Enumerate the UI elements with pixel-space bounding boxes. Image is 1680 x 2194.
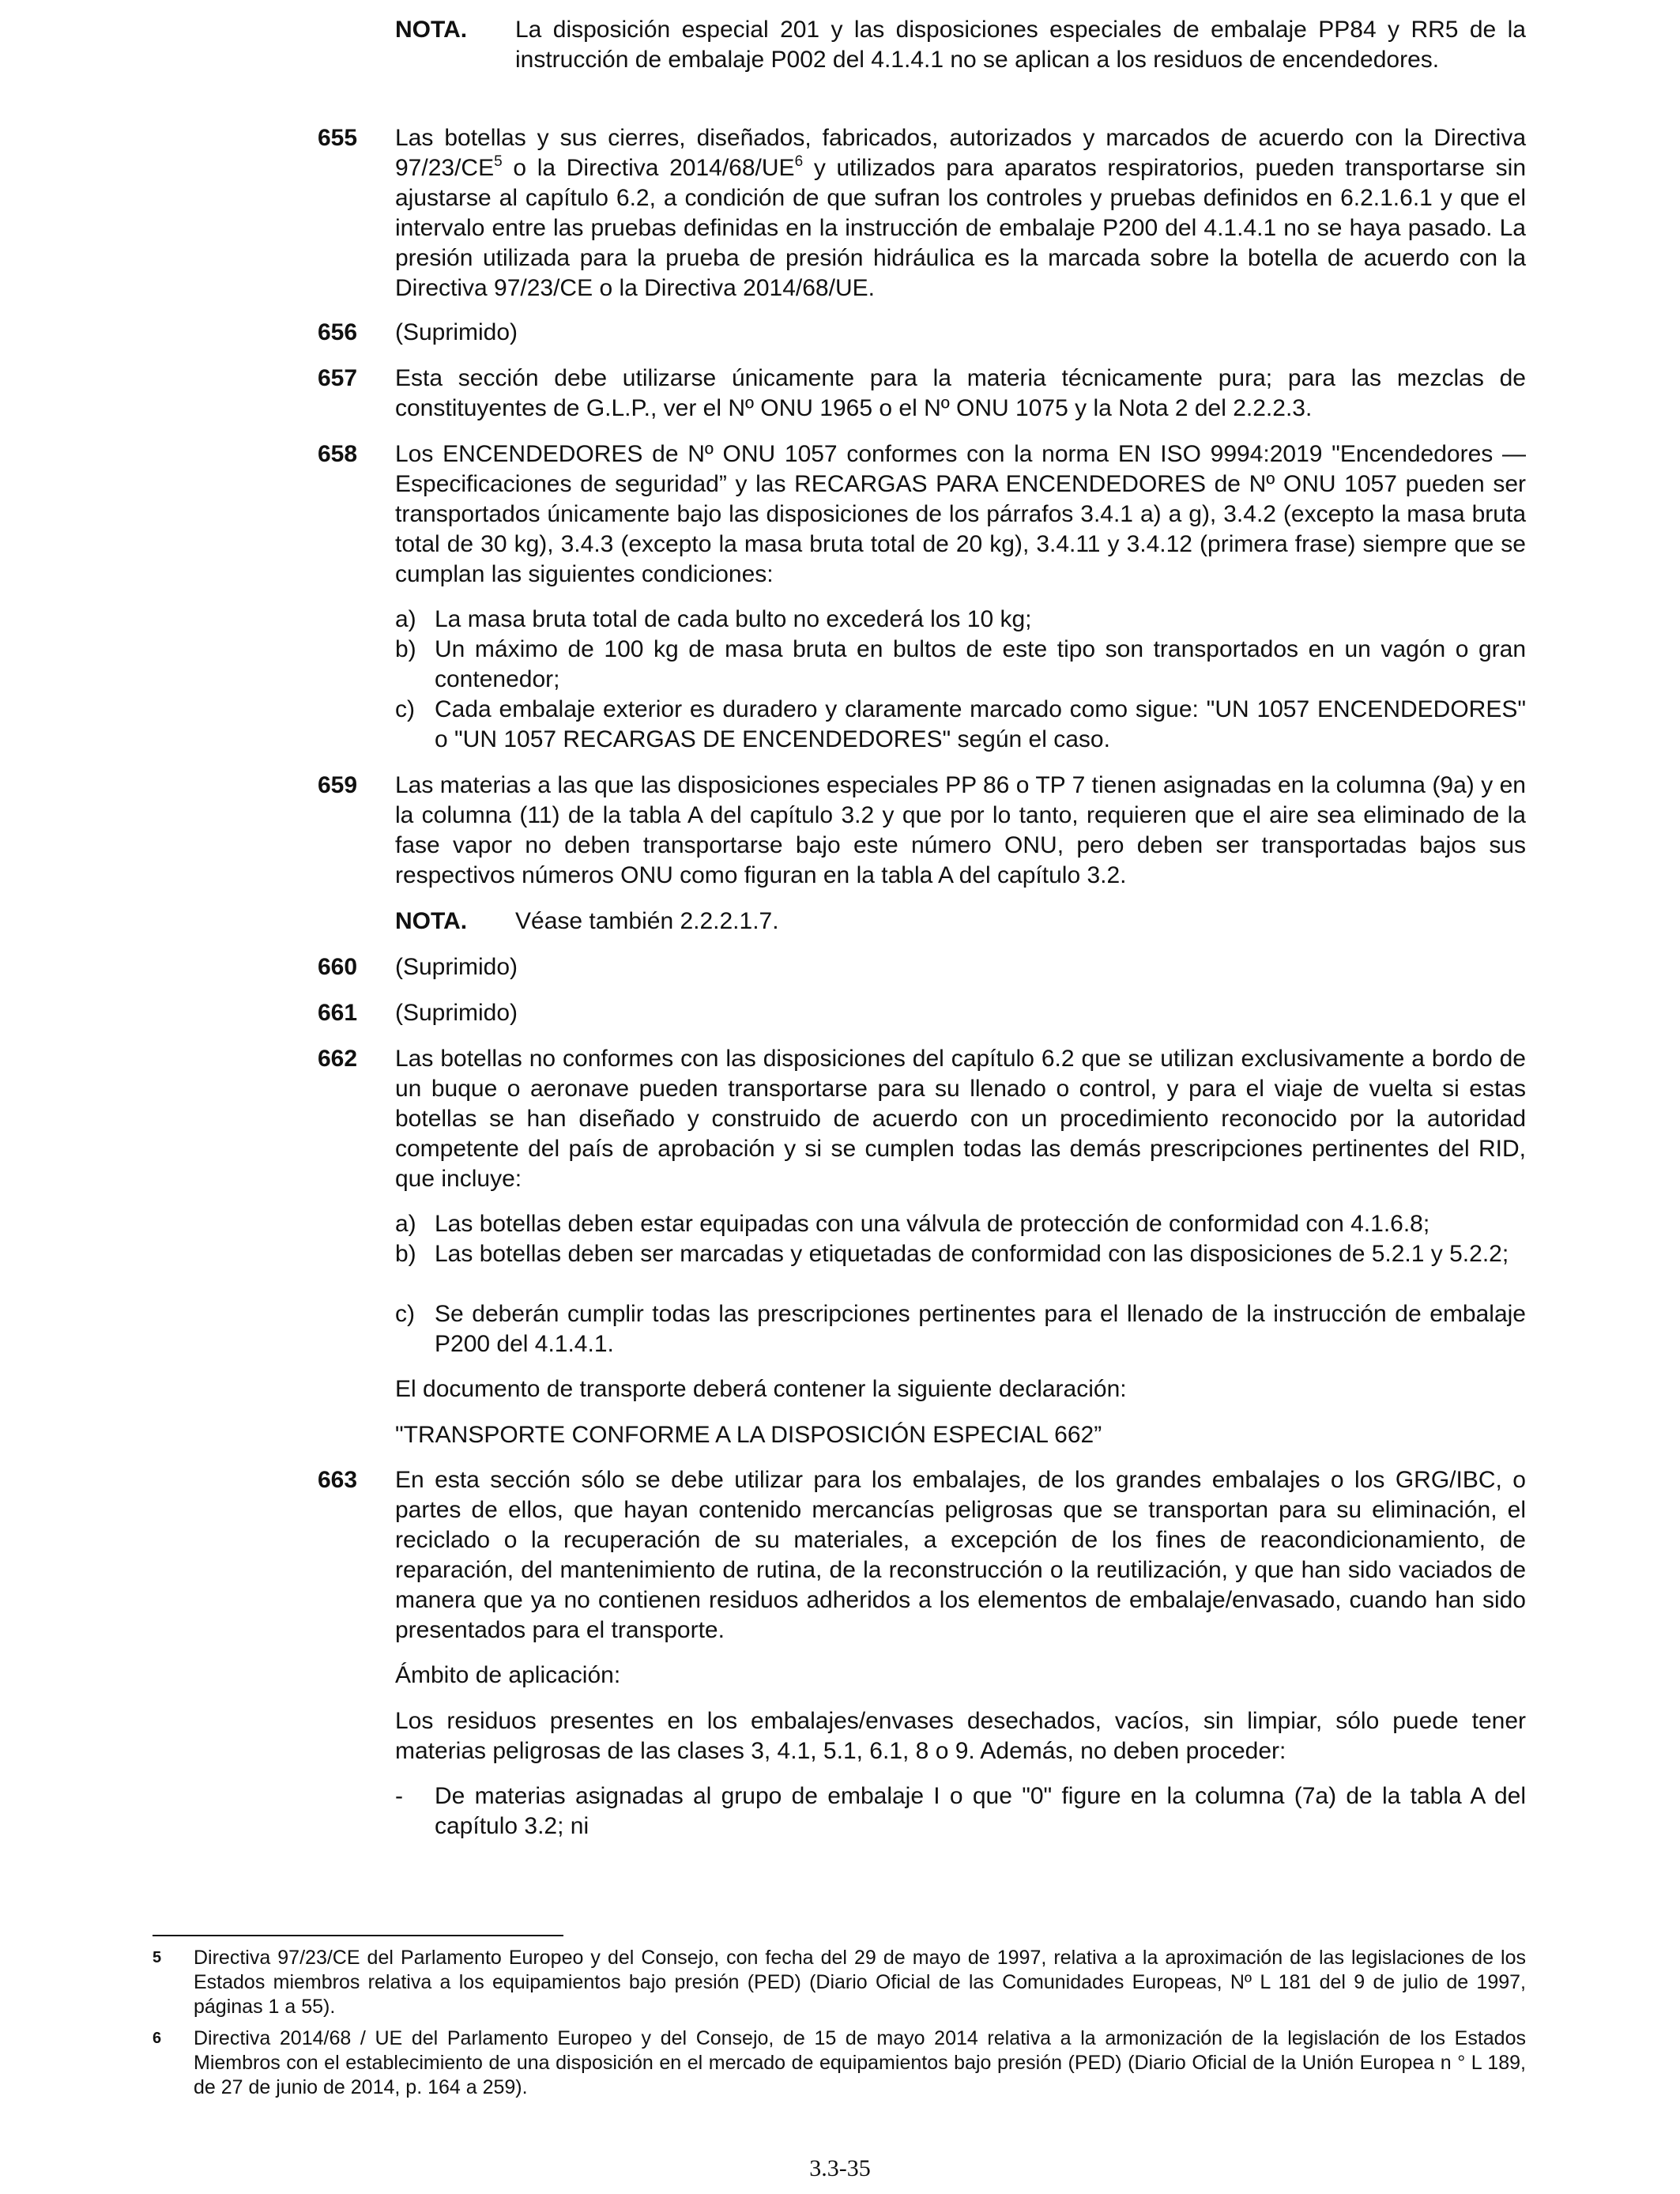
provision-text: Esta sección debe utilizarse únicamente para la materia técnicamente pura; para las mezclas de constituyentes de G.L.P., ver el Nº ONU 1965 o el Nº ONU 1075 y la Nota 2 del 2.2.2.3.	[395, 365, 1526, 421]
footnote-mark: 5	[153, 1949, 162, 1966]
footnote-text: Directiva 2014/68 / UE del Parlamento Europeo y del Consejo, de 15 de mayo 2014 relativa a la armonización de la legislación de los Estados Miembros con el establecimiento de una disposición en el mercado de equipamientos bajo presión (PED) (Diario Oficial de la Unión Europea n ° L 189, de 27 de junio de 2014, p. 164 a 259).	[194, 2027, 1526, 2098]
provision-number: 663	[318, 1467, 358, 1493]
footnote-ref-5: 5	[494, 153, 503, 170]
provision-number: 656	[318, 319, 358, 345]
nota-text: La disposición especial 201 y las disposiciones especiales de embalaje PP84 y RR5 de la instrucción de embalaje P002 del 4.1.4.1 no se aplican a los residuos de encendedores.	[515, 17, 1526, 73]
provision-number: 657	[318, 365, 358, 391]
nota-label: NOTA.	[395, 17, 468, 43]
nota-top	[395, 15, 1526, 107]
provision-text: (Suprimido)	[395, 1000, 518, 1026]
page-number: 3.3-35	[809, 2155, 871, 2181]
provision-text: (Suprimido)	[395, 954, 518, 980]
nota-label: NOTA.	[395, 908, 468, 934]
provision-text: Las botellas y sus cierres, diseñados, fabricados, autorizados y marcados de acuerdo con la Directiva $97/23/CE^5$ o la Directiva $2014/68/UE^6$ y utilizados para aparatos respiratorios, pueden transportarse sin ajustarse al capítulo 6.2, a condición de que sufran los controles y pruebas definidos en 6.2.1.6.1 y que el intervalo entre las pruebas definidas en la instrucción de embalaje P200 del 4.1.4.1 no se haya pasado. La presión utilizada para la prueba de presión hidráulica es la marcada sobre la botella de acuerdo con la Directiva 97/23/CE o la Directiva 2014/68/UE.	[395, 125, 1527, 301]
provision-text: En esta sección sólo se debe utilizar para los embalajes, de los grandes embalajes o los GRG/IBC, o partes de ellos, que hayan contenido mercancías peligrosas que se transportan para su eliminación, el reciclado o la recuperación de su materiales, a excepción de los fines de reacondicionamiento, de reparación, del mantenimiento de rutina, de la reconstrucción o la reutilización, y que han sido vaciados de manera que ya no contienen residuos adheridos a los elementos de embalaje/envasado, cuando han sido presentados para el transporte.	[395, 1467, 1526, 1643]
section-heading: Ámbito de aplicación:	[395, 1662, 621, 1688]
provision-number: 662	[318, 1046, 358, 1072]
provision-number: 661	[318, 1000, 358, 1026]
provision-text: Las botellas no conformes con las disposiciones del capítulo 6.2 que se utilizan exclusivamente a bordo de un buque o aeronave pueden transportarse para su llenado o control, y para el viaje de vuelta si estas botellas se han diseñado y construido de acuerdo con un procedimiento reconocido por la autoridad competente del país de aprobación y si se cumplen todas las demás prescripciones pertinentes del RID, que incluye:	[395, 1046, 1526, 1192]
declaration-text: "TRANSPORTE CONFORME A LA DISPOSICIÓN ESPECIAL 662”	[395, 1422, 1102, 1448]
document-page: NOTA. La disposición especial 201 y las disposiciones especiales de embalaje PP84 y RR5 de la instrucción de embalaje P002 del 4.1.4.1 no se aplican a los residuos de encendedores. 655 Las botellas y sus cierres, diseñados, fabricados, autorizados y marcados de acuerdo con la Directiva $97/23/CE^5$ o la Directiva $2014/68/UE^6$ y utilizados para aparatos respiratorios, pueden transportarse sin ajustarse al capítulo 6.2, a condición de que sufran los controles y pruebas definidos en 6.2.1.6.1 y que el intervalo entre las pruebas definidas en la instrucción de embalaje P200 del 4.1.4.1 no se haya pasado. La presión utilizada para la prueba de presión hidráulica es la marcada sobre la botella de acuerdo con la Directiva 97/23/CE o la Directiva 2014/68/UE. 656 (Suprimido) 657 Esta sección debe utilizarse únicamente para la materia técnicamente pura; para las mezclas de constituyentes de G.L.P., ver el Nº ONU 1965 o el Nº ONU 1075 y la Nota 2 del 2.2.2.3. 658 Los ENCENDEDORES de Nº ONU 1057 conformes con la norma EN ISO 9994:2019 "Encendedores — Especificaciones de seguridad” y las RECARGAS PARA ENCENDEDORES de Nº ONU 1057 pueden ser transportados únicamente bajo las disposiciones de los párrafos 3.4.1 a) a g), 3.4.2 (excepto la masa bruta total de 30 kg), 3.4.3 (excepto la masa bruta total de 20 kg), 3.4.11 y 3.4.12 (primera frase) siempre que se cumplan las siguientes condiciones: a) La masa bruta total de cada bulto no excederá los 10 kg; b) Un máximo de 100 kg de masa bruta en bultos de este tipo son transportados en un vagón o gran contenedor; c) Cada embalaje exterior es duradero y claramente marcado como sigue: "UN 1057 ENCENDEDORES" o "UN 1057 RECARGAS DE ENCENDEDORES" según el caso. 659 Las materias a las que las disposiciones especiales PP 86 o TP 7 tienen asignadas en la columna (9a) y en la columna (11) de la tabla A del capítulo 3.2 y que por lo tanto, requieren que el aire sea eliminado de la fase vapor no deben transportarse bajo este número ONU, pero deben ser transportadas bajos sus respectivos números ONU como figuran en la tabla A del capítulo 3.2. NOTA. Véase también 2.2.2.1.7. 660 (Suprimido) 661 (Suprimido) 662 Las botellas no conformes con las disposiciones del capítulo 6.2 que se utilizan exclusivamente a bordo de un buque o aeronave pueden transportarse para su llenado o control, y para el viaje de vuelta si estas botellas se han diseñado y construido de acuerdo con un procedimiento reconocido por la autoridad competente del país de aprobación y si se cumplen todas las demás prescripciones pertinentes del RID, que incluye: a) Las botellas deben estar equipadas con una válvula de protección de conformidad con 4.1.6.8; b) Las botellas deben ser marcadas y etiquetadas de conformidad con las disposiciones de 5.2.1 y 5.2.2; c) Se deberán cumplir todas las prescripciones pertinentes para el llenado de la instrucción de embalaje P200 del 4.1.4.1. El documento de transporte deberá contener la siguiente declaración: "TRANSPORTE CONFORME A LA DISPOSICIÓN ESPECIAL 662” 663 En esta sección sólo se debe utilizar para los embalajes, de los grandes embalajes o los GRG/IBC, o partes de ellos, que hayan contenido mercancías peligrosas que se transportan para su eliminación, el reciclado o la recuperación de su materiales, a excepción de los fines de reacondicionamiento, de reparación, del mantenimiento de rutina, de la reconstrucción o la reutilización, y que han sido vaciados de manera que ya no contienen residuos adheridos a los elementos de embalaje/envasado, cuando han sido presentados para el transporte. Ámbito de aplicación: Los residuos presentes en los embalajes/envases desechados, vacíos, sin limpiar, sólo puede tener materias peligrosas de las clases 3, 4.1, 5.1, 6.1, 8 o 9. Además, no deben proceder: - De materias asignadas al grupo de embalaje I o que "0" figure en la columna (7a) de la tabla A del capítulo 3.2; ni 5 Directiva 97/23/CE del Parlamento Europeo y del Consejo, con fecha del 29 de mayo de 1997, relativa a la aproximación de las legislaciones de los Estados miembros relativa a los equipamientos bajo presión (PED) (Diario Oficial de las Comunidades Europeas, Nº L 181 del 9 de julio de 1997, páginas 1 a 55). 6 Directiva 2014/68 / UE del Parlamento Europeo y del Consejo, de 15 de mayo 2014 relativa a la armonización de la legislación de los Estados Miembros con el establecimiento de una disposición en el mercado de equipamientos bajo presión (PED) (Diario Oficial de la Unión Europea n ° L 189, de 27 de junio de 2014, p. 164 a 259). 3.3-35	[0, 0, 1680, 2194]
provision-text: Los ENCENDEDORES de Nº ONU 1057 conformes con la norma EN ISO 9994:2019 "Encendedores — Especificaciones de seguridad” y las RECARGAS PARA ENCENDEDORES de Nº ONU 1057 pueden ser transportados únicamente bajo las disposiciones de los párrafos 3.4.1 a) a g), 3.4.2 (excepto la masa bruta total de 30 kg), 3.4.3 (excepto la masa bruta total de 20 kg), 3.4.11 y 3.4.12 (primera frase) siempre que se cumplan las siguientes condiciones:	[395, 441, 1526, 587]
provision-number: 660	[318, 954, 358, 980]
nota-659	[395, 907, 1526, 937]
footnote-mark: 6	[153, 2030, 162, 2047]
footnote-text: Directiva 97/23/CE del Parlamento Europeo y del Consejo, con fecha del 29 de mayo de 1997, relativa a la aproximación de las legislaciones de los Estados miembros relativa a los equipamientos bajo presión (PED) (Diario Oficial de las Comunidades Europeas, Nº L 181 del 9 de julio de 1997, páginas 1 a 55).	[194, 1947, 1526, 2018]
provision-text: (Suprimido)	[395, 319, 518, 345]
footnote-separator	[153, 1935, 563, 1936]
provision-number: 659	[318, 772, 358, 798]
provision-text: Las materias a las que las disposiciones especiales PP 86 o TP 7 tienen asignadas en la columna (9a) y en la columna (11) de la tabla A del capítulo 3.2 y que por lo tanto, requieren que el aire sea eliminado de la fase vapor no deben transportarse bajo este número ONU, pero deben ser transportadas bajos sus respectivos números ONU como figuran en la tabla A del capítulo 3.2.	[395, 772, 1526, 888]
provision-number: 658	[318, 441, 358, 467]
nota-text: Véase también 2.2.2.1.7.	[515, 908, 779, 934]
provision-number: 655	[318, 125, 358, 151]
paragraph: Los residuos presentes en los embalajes/envases desechados, vacíos, sin limpiar, sólo puede tener materias peligrosas de las clases 3, 4.1, 5.1, 6.1, 8 o 9. Además, no deben proceder:	[395, 1708, 1526, 1764]
paragraph: El documento de transporte deberá contener la siguiente declaración:	[395, 1376, 1127, 1402]
footnote-ref-6: 6	[794, 153, 804, 170]
